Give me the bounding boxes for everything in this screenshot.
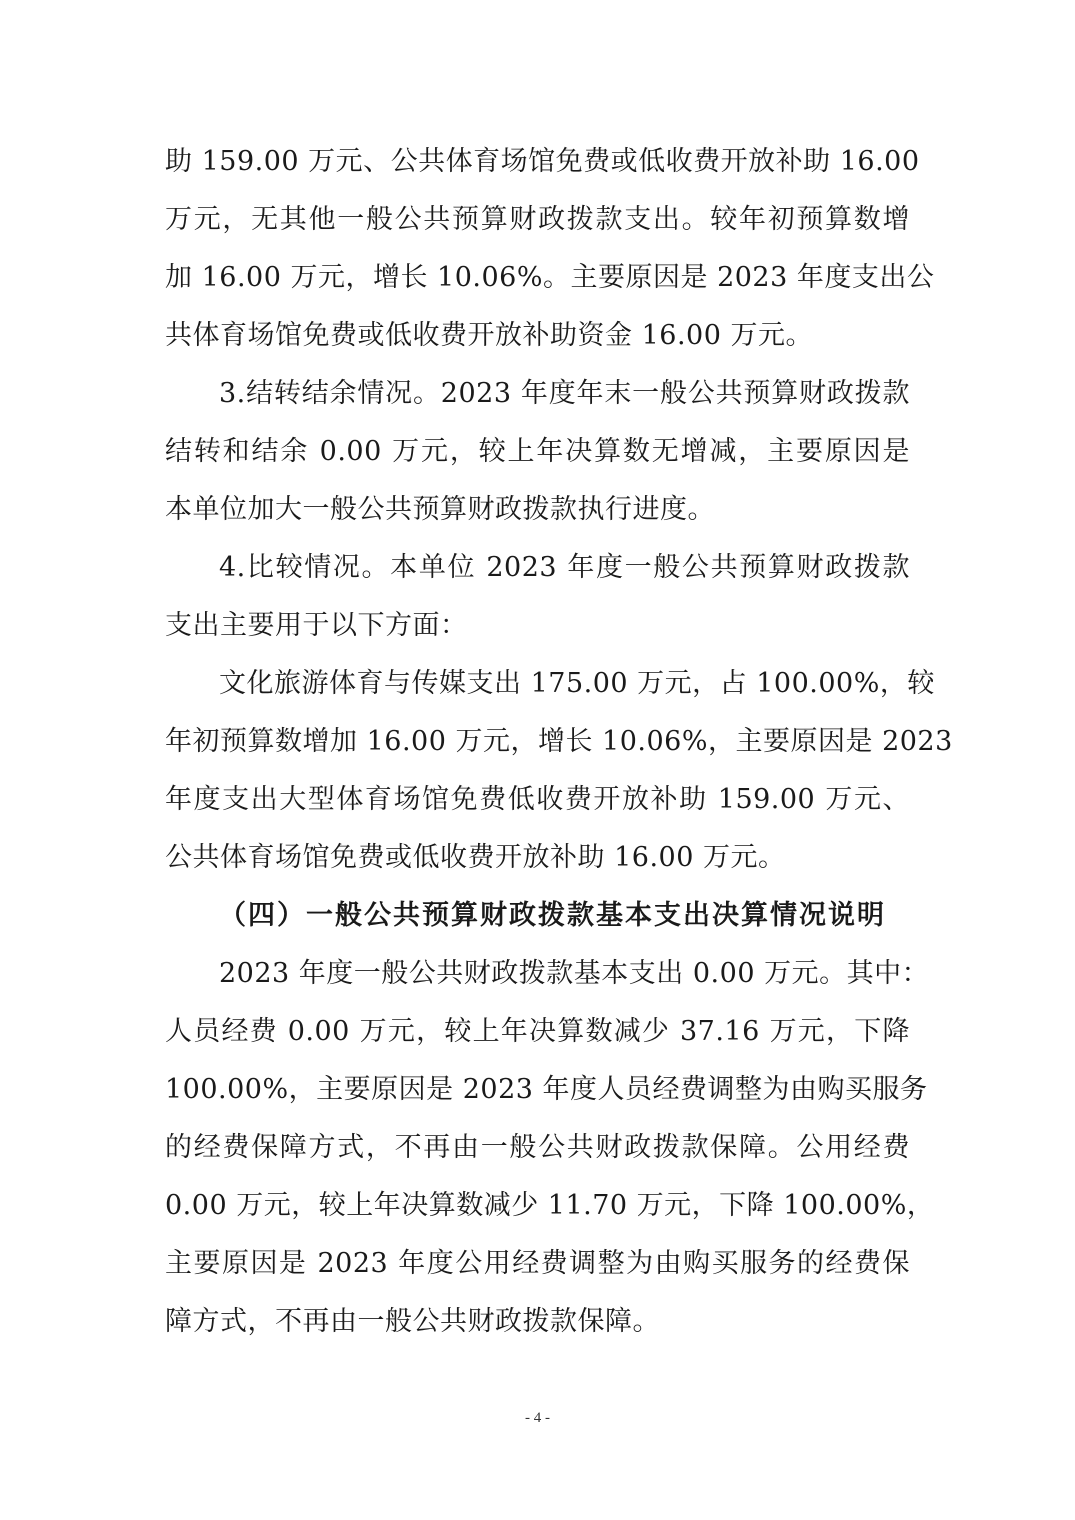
page-number: - 4 - [525, 1410, 550, 1426]
paragraph-line: 结转和结余 0.00 万元，较上年决算数无增减，主要原因是 [165, 436, 910, 467]
paragraph-line: 文化旅游体育与传媒支出 175.00 万元，占 100.00%，较 [219, 668, 935, 699]
paragraph-line: 共体育场馆免费或低收费开放补助资金 16.00 万元。 [165, 320, 813, 351]
paragraph-line: 万元，无其他一般公共预算财政拨款支出。较年初预算数增 [165, 204, 910, 235]
paragraph-line: 主要原因是 2023 年度公用经费调整为由购买服务的经费保 [165, 1248, 910, 1279]
paragraph-line: 年度支出大型体育场馆免费低收费开放补助 159.00 万元、 [165, 784, 910, 815]
paragraph-line: 障方式，不再由一般公共财政拨款保障。 [165, 1306, 660, 1337]
paragraph-line: 加 16.00 万元，增长 10.06%。主要原因是 2023 年度支出公 [165, 262, 935, 293]
paragraph-line: 0.00 万元，较上年决算数减少 11.70 万元，下降 100.00%， [165, 1190, 935, 1221]
paragraph-line: 的经费保障方式，不再由一般公共财政拨款保障。公用经费 [165, 1132, 910, 1163]
paragraph-line: 助 159.00 万元、公共体育场馆免费或低收费开放补助 16.00 [165, 146, 920, 177]
paragraph-line: 年初预算数增加 16.00 万元，增长 10.06%，主要原因是 2023 [165, 726, 953, 757]
paragraph-line: 100.00%，主要原因是 2023 年度人员经费调整为由购买服务 [165, 1074, 928, 1105]
paragraph-line: 本单位加大一般公共预算财政拨款执行进度。 [165, 494, 715, 525]
paragraph-line: 公共体育场馆免费或低收费开放补助 16.00 万元。 [165, 842, 786, 873]
paragraph-line: 支出主要用于以下方面： [165, 610, 468, 641]
paragraph-line: 2023 年度一般公共财政拨款基本支出 0.00 万元。其中： [219, 958, 930, 989]
paragraph-line: 3.结转结余情况。2023 年度年末一般公共预算财政拨款 [219, 378, 910, 409]
paragraph-line: 4.比较情况。本单位 2023 年度一般公共预算财政拨款 [219, 552, 910, 583]
section-heading: （四）一般公共预算财政拨款基本支出决算情况说明 [219, 900, 886, 931]
paragraph-line: 人员经费 0.00 万元，较上年决算数减少 37.16 万元，下降 [165, 1016, 910, 1047]
